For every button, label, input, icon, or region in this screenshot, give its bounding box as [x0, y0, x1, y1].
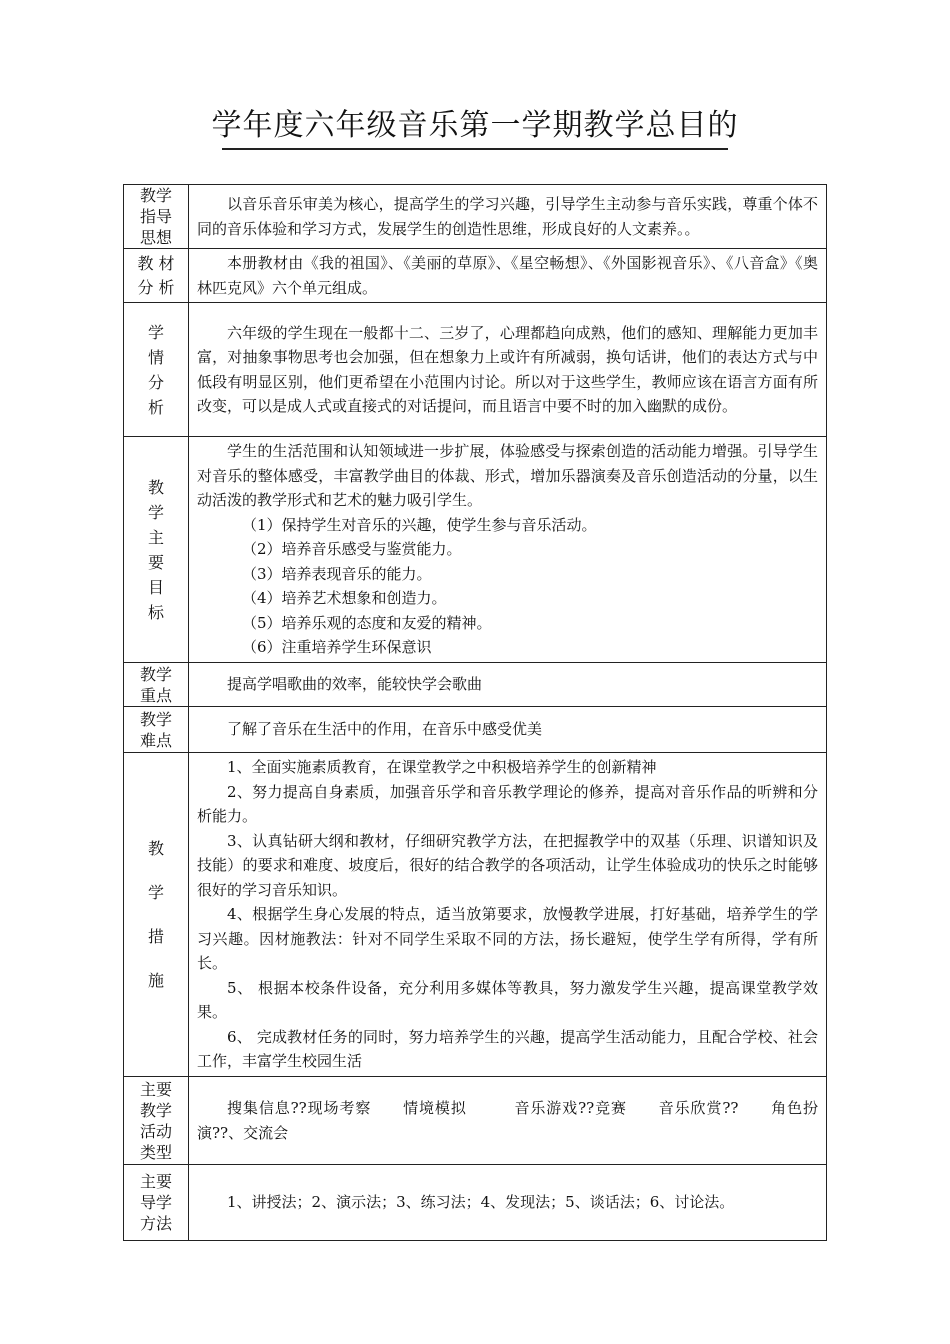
label-difficulties: 教学 难点	[124, 707, 189, 753]
goal-item: （4）培养艺术想象和创造力。	[242, 589, 447, 608]
content-material-analysis: 本册教材由《我的祖国》、《美丽的草原》、《星空畅想》、《外国影视音乐》、《八音盒》《奥林匹克风》六个单元组成。	[189, 249, 827, 303]
measure-item: 3、认真钻研大纲和教材，仔细研究教学方法，在把握教学中的双基（乐理、识谱知识及技能）的要求和难度、坡度后，很好的结合教学的各项活动，让学生体验成功的快乐之时能够很好的学习音乐知识。	[197, 831, 818, 899]
label-key-points: 教学 重点	[124, 663, 189, 707]
content-main-goals: 学生的生活范围和认知领域进一步扩展，体验感受与探索创造的活动能力增强。引导学生对音乐的整体感受，丰富教学曲目的体裁、形式，增加乐器演奏及音乐创造活动的分量，以生动活泼的教学形式和艺术的魅力吸引学生。 （1）保持学生对音乐的兴趣，使学生参与音乐活动。 （2）培养音乐感受与鉴赏能力。 （3）培养表现音乐的能力。 （4）培养艺术想象和创造力。 （5）培养乐观的态度和友爱的精神。 （6）注重培养学生环保意识	[189, 437, 827, 663]
content-difficulties: 了解了音乐在生活中的作用，在音乐中感受优美	[189, 707, 827, 753]
title-underline	[222, 148, 728, 150]
content-activity-types: 搜集信息??现场考察 情境模拟 音乐游戏??竞赛 音乐欣赏?? 角色扮演??、交流会	[189, 1077, 827, 1165]
measure-item: 2、努力提高自身素质，加强音乐学和音乐教学理论的修养，提高对音乐作品的听辨和分析能力。	[197, 782, 818, 826]
content-key-points: 提高学唱歌曲的效率，能较快学会歌曲	[189, 663, 827, 707]
measure-item: 5、 根据本校条件设备，充分利用多媒体等教具，努力激发学生兴趣，提高课堂教学效果。	[197, 978, 818, 1022]
row-measures	[124, 753, 827, 1077]
goal-item: （1）保持学生对音乐的兴趣，使学生参与音乐活动。	[242, 515, 597, 534]
row-key-points	[124, 663, 827, 707]
label-activity-types: 主要 教学 活动 类型	[124, 1077, 189, 1165]
row-main-goals	[124, 437, 827, 663]
measure-item: 4、根据学生身心发展的特点，适当放第要求，放慢教学进展，打好基础，培养学生的学习兴趣。因材施教法：针对不同学生采取不同的方法，扬长避短，使学生学有所得，学有所长。	[197, 905, 818, 973]
content-measures	[189, 753, 827, 1077]
goal-item: （6）注重培养学生环保意识	[242, 638, 432, 657]
row-activity-types	[124, 1077, 827, 1165]
row-student-analysis	[124, 303, 827, 437]
row-guidance-methods	[124, 1165, 827, 1241]
goal-item: （5）培养乐观的态度和友爱的精神。	[242, 613, 492, 632]
teaching-plan-table	[123, 184, 827, 1241]
label-measures: 教 学 措 施	[124, 753, 189, 1077]
label-guidance-methods: 主要 导学 方法	[124, 1165, 189, 1241]
content-guiding-thought: 以音乐音乐审美为核心，提高学生的学习兴趣，引导学生主动参与音乐实践，尊重个体不同的音乐体验和学习方式，发展学生的创造性思维，形成良好的人文素养。。	[189, 185, 827, 249]
label-guiding-thought: 教学 指导 思想	[124, 185, 189, 249]
measure-item: 1、全面实施素质教育，在课堂教学之中积极培养学生的创新精神	[227, 758, 657, 777]
measure-item: 6、 完成教材任务的同时，努力培养学生的兴趣，提高学生活动能力，且配合学校、社会工作，丰富学生校园生活	[197, 1027, 818, 1071]
goal-item: （3）培养表现音乐的能力。	[242, 564, 432, 583]
page-title: 学年度六年级音乐第一学期教学总目的	[211, 108, 739, 143]
label-student-analysis: 学 情 分 析	[124, 303, 189, 437]
label-material-analysis: 教 材 分 析	[124, 249, 189, 303]
content-guidance-methods: 1、讲授法；2、演示法；3、练习法；4、发现法；5、谈话法；6、讨论法。	[189, 1165, 827, 1241]
label-main-goals: 教 学 主 要 目 标	[124, 437, 189, 663]
goal-item: （2）培养音乐感受与鉴赏能力。	[242, 540, 462, 559]
row-material-analysis	[124, 249, 827, 303]
content-student-analysis: 六年级的学生现在一般都十二、三岁了，心理都趋向成熟，他们的感知、理解能力更加丰富，对抽象事物思考也会加强，但在想象力上或许有所减弱，换句话讲，他们的表达方式与中低段有明显区别，他们更希望在小范围内讨论。所以对于这些学生，教师应该在语言方面有所改变，可以是成人式或直接式的对话提问，而且语言中要不时的加入幽默的成份。	[189, 303, 827, 437]
row-difficulties	[124, 707, 827, 753]
row-guiding-thought	[124, 185, 827, 249]
